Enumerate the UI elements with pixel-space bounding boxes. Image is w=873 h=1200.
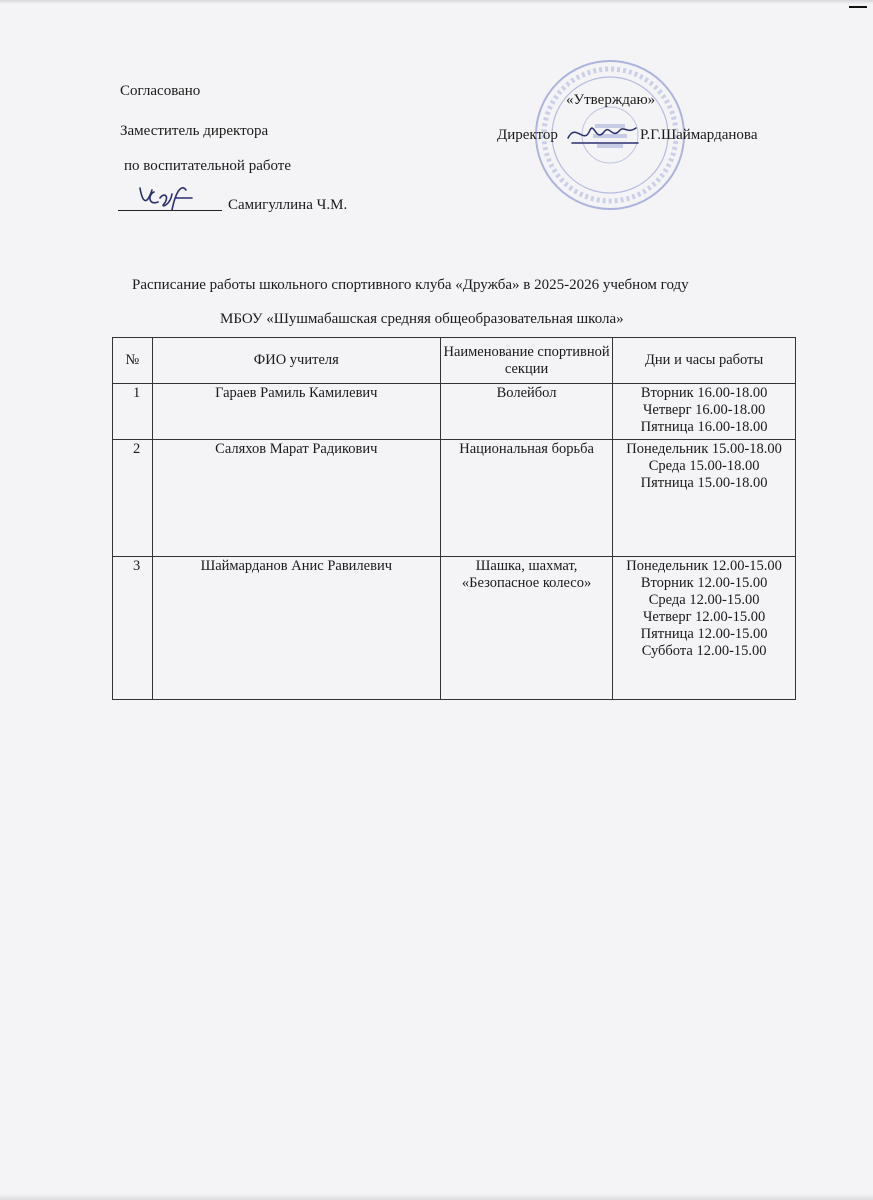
row-day: Вторник 12.00-15.00 (640, 575, 768, 591)
row-day: Пятница 12.00-15.00 (640, 626, 768, 642)
row-day: Понедельник 12.00-15.00 (626, 558, 782, 574)
row-section: Волейбол (440, 384, 612, 440)
row-teacher: Шаймарданов Анис Равилевич (152, 557, 440, 700)
row-teacher: Гараев Рамиль Камилевич (152, 384, 440, 440)
row-num: 1 (113, 384, 153, 440)
row-day: Суббота 12.00-15.00 (641, 643, 767, 659)
table-row (113, 557, 796, 700)
document-title: Расписание работы школьного спортивного клуба «Дружба» в 2025-2026 учебном году (132, 277, 689, 293)
row-teacher: Саляхов Марат Радикович (152, 440, 440, 557)
row-day: Четверг 12.00-15.00 (642, 609, 766, 625)
table-header-row (113, 338, 796, 384)
table-row (113, 440, 796, 557)
row-day: Понедельник 15.00-18.00 (626, 441, 782, 457)
header-section: Наименование спортивной секции (440, 338, 612, 384)
row-day: Среда 12.00-15.00 (648, 592, 760, 608)
row-section: Шашка, шахмат, «Безопасное колесо» (440, 557, 612, 700)
director-signature (566, 116, 642, 150)
school-name: МБОУ «Шушмабашская средняя общеобразовательная школа» (220, 311, 624, 327)
row-days (613, 384, 796, 440)
approve-label: «Утверждаю» (566, 92, 656, 108)
table-row (113, 384, 796, 440)
deputy-position-line1: Заместитель директора (120, 123, 269, 139)
row-day: Пятница 15.00-18.00 (640, 475, 768, 491)
header-fio: ФИО учителя (152, 338, 440, 384)
deputy-position-line2: по воспитательной работе (124, 158, 291, 174)
row-day: Среда 15.00-18.00 (648, 458, 760, 474)
schedule-table (112, 337, 796, 700)
row-days (613, 440, 796, 557)
agreed-label: Согласовано (120, 83, 201, 99)
header-num: № (113, 338, 153, 384)
scan-top-edge (0, 0, 873, 4)
row-day: Вторник 16.00-18.00 (640, 385, 768, 401)
row-section: Национальная борьба (440, 440, 612, 557)
scan-corner-mark (849, 6, 867, 8)
row-num: 3 (113, 557, 153, 700)
row-num: 2 (113, 440, 153, 557)
deputy-name: Самигуллина Ч.М. (228, 197, 348, 213)
scan-bottom-edge (0, 1194, 873, 1200)
header-days: Дни и часы работы (613, 338, 796, 384)
row-day: Четверг 16.00-18.00 (642, 402, 766, 418)
deputy-signature (136, 180, 196, 214)
row-day: Пятница 16.00-18.00 (640, 419, 768, 435)
director-position: Директор (497, 127, 558, 143)
row-days (613, 557, 796, 700)
director-name: Р.Г.Шаймарданова (640, 127, 758, 143)
